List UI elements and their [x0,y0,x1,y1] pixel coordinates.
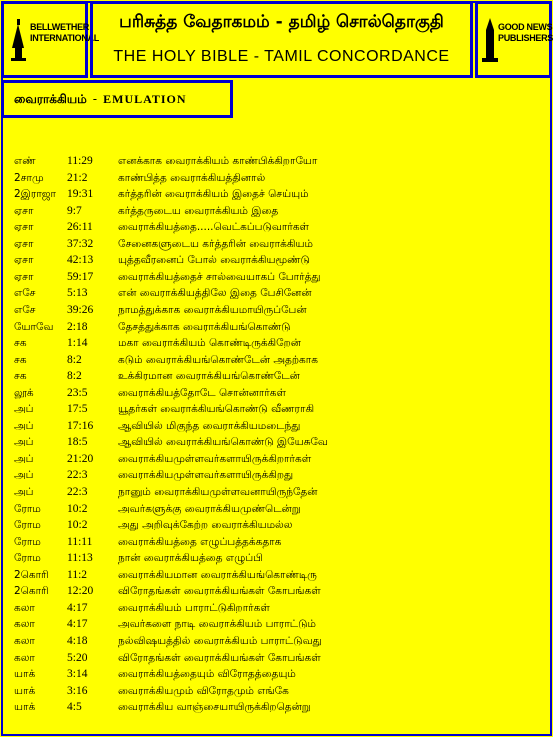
entry-text: கர்த்தருடைய வைராக்கியம் இதை [118,204,279,217]
entry-text: யுத்தவீரனைப் போல் வைராக்கியமூண்டு [118,254,310,267]
entry-text: யூதர்கள் வைராக்கியங்கொண்டு வீணராகி [118,403,315,416]
entry-book: அப் [14,436,34,449]
entry-reference: 11:29 [67,155,93,167]
entry-reference: 19:31 [67,188,94,201]
entry-book: யோவே [14,320,54,333]
entry-reference: 26:11 [67,221,93,234]
entry-text: நானும் வைராக்கியமுள்ளவனாயிருந்தேன் [118,486,318,498]
entry-reference: 11:11 [67,535,93,548]
entry-reference: 42:13 [67,254,94,267]
bellwether-logo [1,1,99,78]
title-tamil: பரிசுத்த வேதாகமம் - தமிழ் சொல்தொகுதி [119,12,444,32]
tower-icon [480,18,500,64]
entry-book: ஏசா [14,204,34,217]
entry-text: வைராக்கியமான வைராக்கியங்கொண்டிரு [118,568,317,581]
entry-text: வைராக்கிய வாஞ்சையாயிருக்கிறதென்று [118,701,311,714]
entry-text: சேனைகளுடைய கர்த்தரின் வைராக்கியம் [118,237,313,250]
entry-text: உக்கிரமான வைராக்கியங்கொண்டேன் [118,370,300,383]
entry-reference: 3:16 [67,684,88,697]
entry-reference: 4:18 [67,634,88,647]
entry-book: யாக் [14,701,36,714]
entry-reference: 10:2 [67,502,88,515]
entry-text: வைராக்கியமும் விரோதமும் எங்கே [118,684,289,697]
entry-reference: 8:2 [67,353,82,366]
entry-text: எனக்காக வைராக்கியம் காண்பிக்கிறாயோ [118,155,318,167]
title-banner [90,1,473,78]
entry-text: வைராக்கியத்தைச் சால்வையாகப் போர்த்து [118,270,321,283]
entry-book: யாக் [14,684,36,697]
entry-text: காண்பித்த வைராக்கியத்தினால் [118,171,266,184]
entry-book: சக [14,353,27,366]
entry-reference: 9:7 [67,204,82,217]
entry-reference: 17:5 [67,403,88,416]
entry-book: யாக் [14,668,36,681]
entry-book: ரோம [14,519,41,532]
entry-text: வைராக்கியத்தையும் விரோதத்தையும் [118,668,296,681]
entry-book: ஏசா [14,221,34,234]
lamp-icon [6,18,30,62]
entry-book: ரோம [14,502,41,515]
entry-book: ரோம [14,552,41,565]
entry-reference: 5:20 [67,651,88,664]
entry-reference: 11:2 [67,568,88,581]
entry-reference: 2:18 [67,320,88,333]
entry-text: நான் வைராக்கியத்தை எழுப்பி [118,552,263,565]
entry-book: எசே [14,287,36,300]
entry-text: விரோதங்கள் வைராக்கியங்கள் கோபங்கள் [118,585,321,598]
entry-book: கலா [14,634,35,647]
entry-book: 2கொரி [14,585,49,598]
entry-reference: 18:5 [67,436,88,449]
topic-english: EMULATION [103,92,187,106]
entry-reference: 23:5 [67,386,88,399]
entry-reference: 4:17 [67,601,88,614]
entry-book: அப் [14,419,34,432]
entry-book: கலா [14,618,35,631]
entry-book: ரோம [14,535,41,548]
entry-reference: 10:2 [67,519,88,532]
entry-book: ஏசா [14,270,34,283]
entry-book: எண் [14,155,36,167]
entry-text: அது அறிவுக்கேற்ற வைராக்கியமல்ல [118,519,293,532]
entry-book: சக [14,370,27,383]
entry-reference: 21:2 [67,171,88,184]
entry-reference: 17:16 [67,419,94,432]
entry-text: வைராக்கியத்தை.....வெட்கப்படுவார்கள் [118,221,310,234]
entry-text: மகா வைராக்கியம் கொண்டிருக்கிறேன் [118,337,301,350]
entry-book: 2சாமு [14,171,44,184]
entry-book: அப் [14,486,34,498]
entry-reference: 11:13 [67,552,93,565]
entry-book: அப் [14,469,34,482]
good-news-logo-text: GOOD NEWS PUBLISHERS [498,22,553,43]
entry-text: வைராக்கியம் பாராட்டுகிறார்கள் [118,601,270,614]
good-news-logo [475,1,552,78]
entry-book: ஏசா [14,254,34,267]
entry-text: வைராக்கியத்தை எழுப்பத்தக்கதாக [118,535,282,548]
title-english: THE HOLY BIBLE - TAMIL CONCORDANCE [113,48,450,65]
entry-text: கடும் வைராக்கியங்கொண்டேன் அதற்காக [118,353,318,366]
entry-book: கலா [14,601,35,614]
bellwether-logo-text: BELLWETHER INTERNATIONAL [30,22,99,43]
entry-text: ஆவியில் மிகுந்த வைராக்கியமடைந்து [118,419,301,432]
entry-text: அவர்களை நாடி வைராக்கியம் பாராட்டும் [118,618,316,631]
entry-text: வைராக்கியமுள்ளவர்களாயிருக்கிறார்கள் [118,452,312,465]
entry-text: வைராக்கியத்தோடே சொன்னார்கள் [118,386,286,399]
entry-reference: 22:3 [67,469,88,482]
entry-text: வைராக்கியமுள்ளவர்களாயிருக்கிறது [118,469,294,482]
entry-book: அப் [14,452,34,465]
entry-text: விரோதங்கள் வைராக்கியங்கள் கோபங்கள் [118,651,321,664]
topic-tamil: வைராக்கியம் [14,92,87,106]
entry-reference: 12:20 [67,585,94,598]
entry-book: 2கொரி [14,568,49,581]
entry-reference: 3:14 [67,668,88,681]
entry-text: என் வைராக்கியத்திலே இதை பேசினேன் [118,287,312,300]
entry-book: ஏசா [14,237,34,250]
entry-reference: 59:17 [67,270,94,283]
entry-reference: 5:13 [67,287,88,300]
entry-reference: 4:5 [67,701,82,714]
entry-book: லூக் [14,386,34,399]
entry-text: ஆவியில் வைராக்கியங்கொண்டு இயேசுவே [118,436,328,449]
entry-reference: 39:26 [67,303,94,316]
topic-heading [1,80,233,118]
entry-text: தேசத்துக்காக வைராக்கியங்கொண்டு [118,320,291,333]
entry-book: கலா [14,651,35,664]
entry-book: சக [14,337,27,350]
entry-text: நல்விஷயத்தில் வைராக்கியம் பாராட்டுவது [118,634,322,647]
entry-book: அப் [14,403,34,416]
entry-reference: 22:3 [67,486,88,498]
entry-reference: 4:17 [67,618,88,631]
entry-text: அவர்களுக்கு வைராக்கியமுண்டென்று [118,502,301,515]
entry-book: எசே [14,303,36,316]
entry-reference: 8:2 [67,370,82,383]
entry-reference: 37:32 [67,237,94,250]
entry-text: கர்த்தரின் வைராக்கியம் இதைச் செய்யும் [118,188,309,201]
entry-reference: 1:14 [67,337,88,350]
entry-text: நாமத்துக்காக வைராக்கியமாயிருப்பேன் [118,303,307,316]
topic-dash: - [92,92,98,106]
entry-book: 2இராஜா [14,188,57,201]
entry-reference: 21:20 [67,452,94,465]
